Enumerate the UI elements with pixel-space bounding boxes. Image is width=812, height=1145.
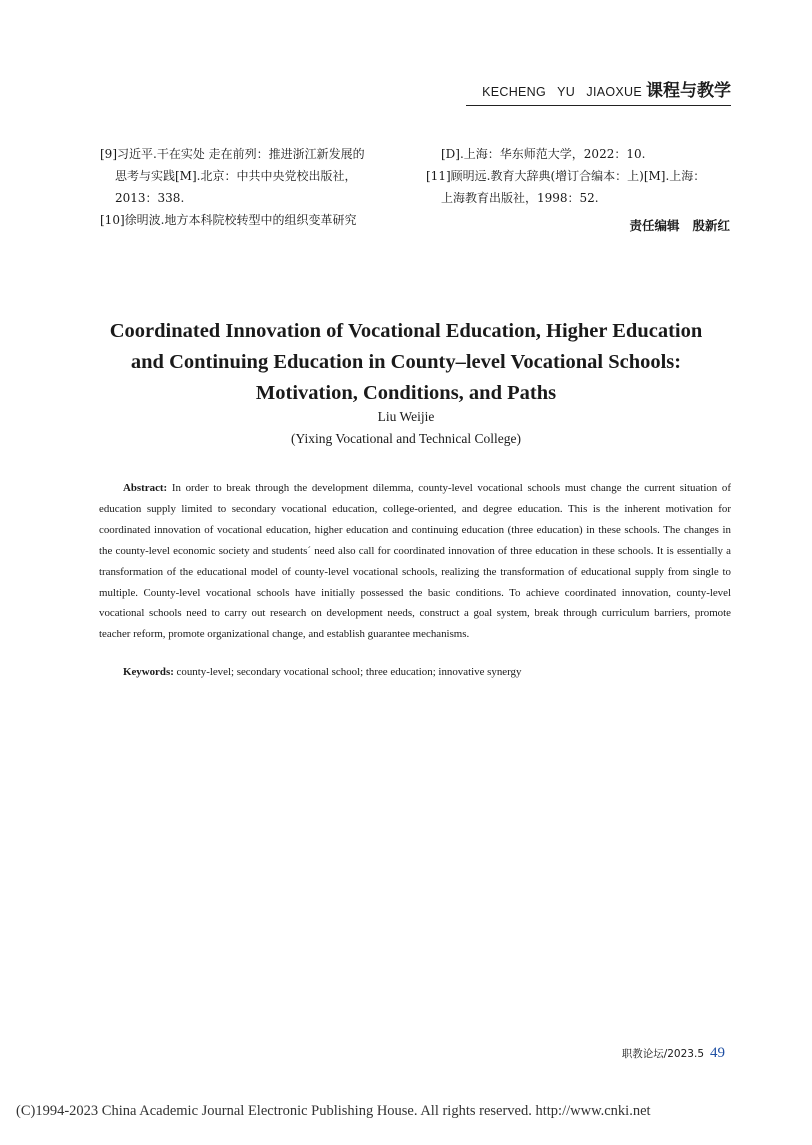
references-left-column <box>100 143 403 231</box>
reference-item-continued: [D].上海：华东师范大学，2022：10. <box>441 147 646 161</box>
abstract-label: Abstract: <box>123 482 168 494</box>
author-affiliation: (Yixing Vocational and Technical College) <box>290 431 521 446</box>
paper-title <box>60 316 752 409</box>
title-line: Motivation, Conditions, and Paths <box>255 382 557 404</box>
abstract-text: In order to break through the development dilemma, county-level vocational schools must change the current situation of education supply limited to secondary vocational education, college-oriented, and degree education. This is the inherent motivation for coordinated innovation of vocational education, higher education and continuing education (three education) in these schools. The changes in the county-level economic society and students´ need also call for coordinated innovation of three education in these schools. It is essentially a transformation of the educational model of county-level vocational schools, realizing the transformation of educational supply from single to multiple. County-level vocational schools have initially possessed the basic conditions. To achieve coordinated innovation, county-level vocational schools need to carry out research on development needs, construct a goal system, break through curriculum barriers, promote teacher reform, promote organizational change, and establish guarantee mechanisms. <box>99 482 731 641</box>
header-pinyin: KECHENG YU JIAOXUE <box>482 85 642 99</box>
keywords <box>123 666 733 678</box>
page-footer <box>622 1045 725 1062</box>
running-header <box>466 76 731 106</box>
keywords-text: county-level; secondary vocational school; three education; innovative synergy <box>173 666 522 678</box>
copyright-line: (C)1994-2023 China Academic Journal Electronic Publishing House. All rights reserved. http://www.cnki.net <box>16 1103 651 1119</box>
title-line: and Continuing Education in County–level Vocational Schools: <box>130 351 682 373</box>
reference-item: [9]习近平.干在实处 走在前列：推进浙江新发展的 思考与实践[M].北京：中共中央党校出版社， 2013：338. <box>100 147 365 205</box>
footer-journal-issue: 职教论坛/2023.5 <box>621 1048 704 1060</box>
title-line: Coordinated Innovation of Vocational Education, Higher Education <box>109 320 703 342</box>
reference-item: [10]徐明波.地方本科院校转型中的组织变革研究 <box>100 213 357 227</box>
abstract <box>99 478 731 645</box>
responsible-editor: 责任编辑 殷新红 <box>629 218 730 233</box>
header-section-title: 课程与教学 <box>646 81 731 101</box>
references-right-column <box>426 143 732 209</box>
page-number: 49 <box>710 1045 725 1061</box>
reference-item: [11]顾明远.教育大辞典(增订合编本：上)[M].上海： 上海教育出版社，1998：52. <box>426 169 706 205</box>
keywords-label: Keywords: <box>123 666 174 678</box>
author-name: Liu Weijie <box>377 409 435 424</box>
